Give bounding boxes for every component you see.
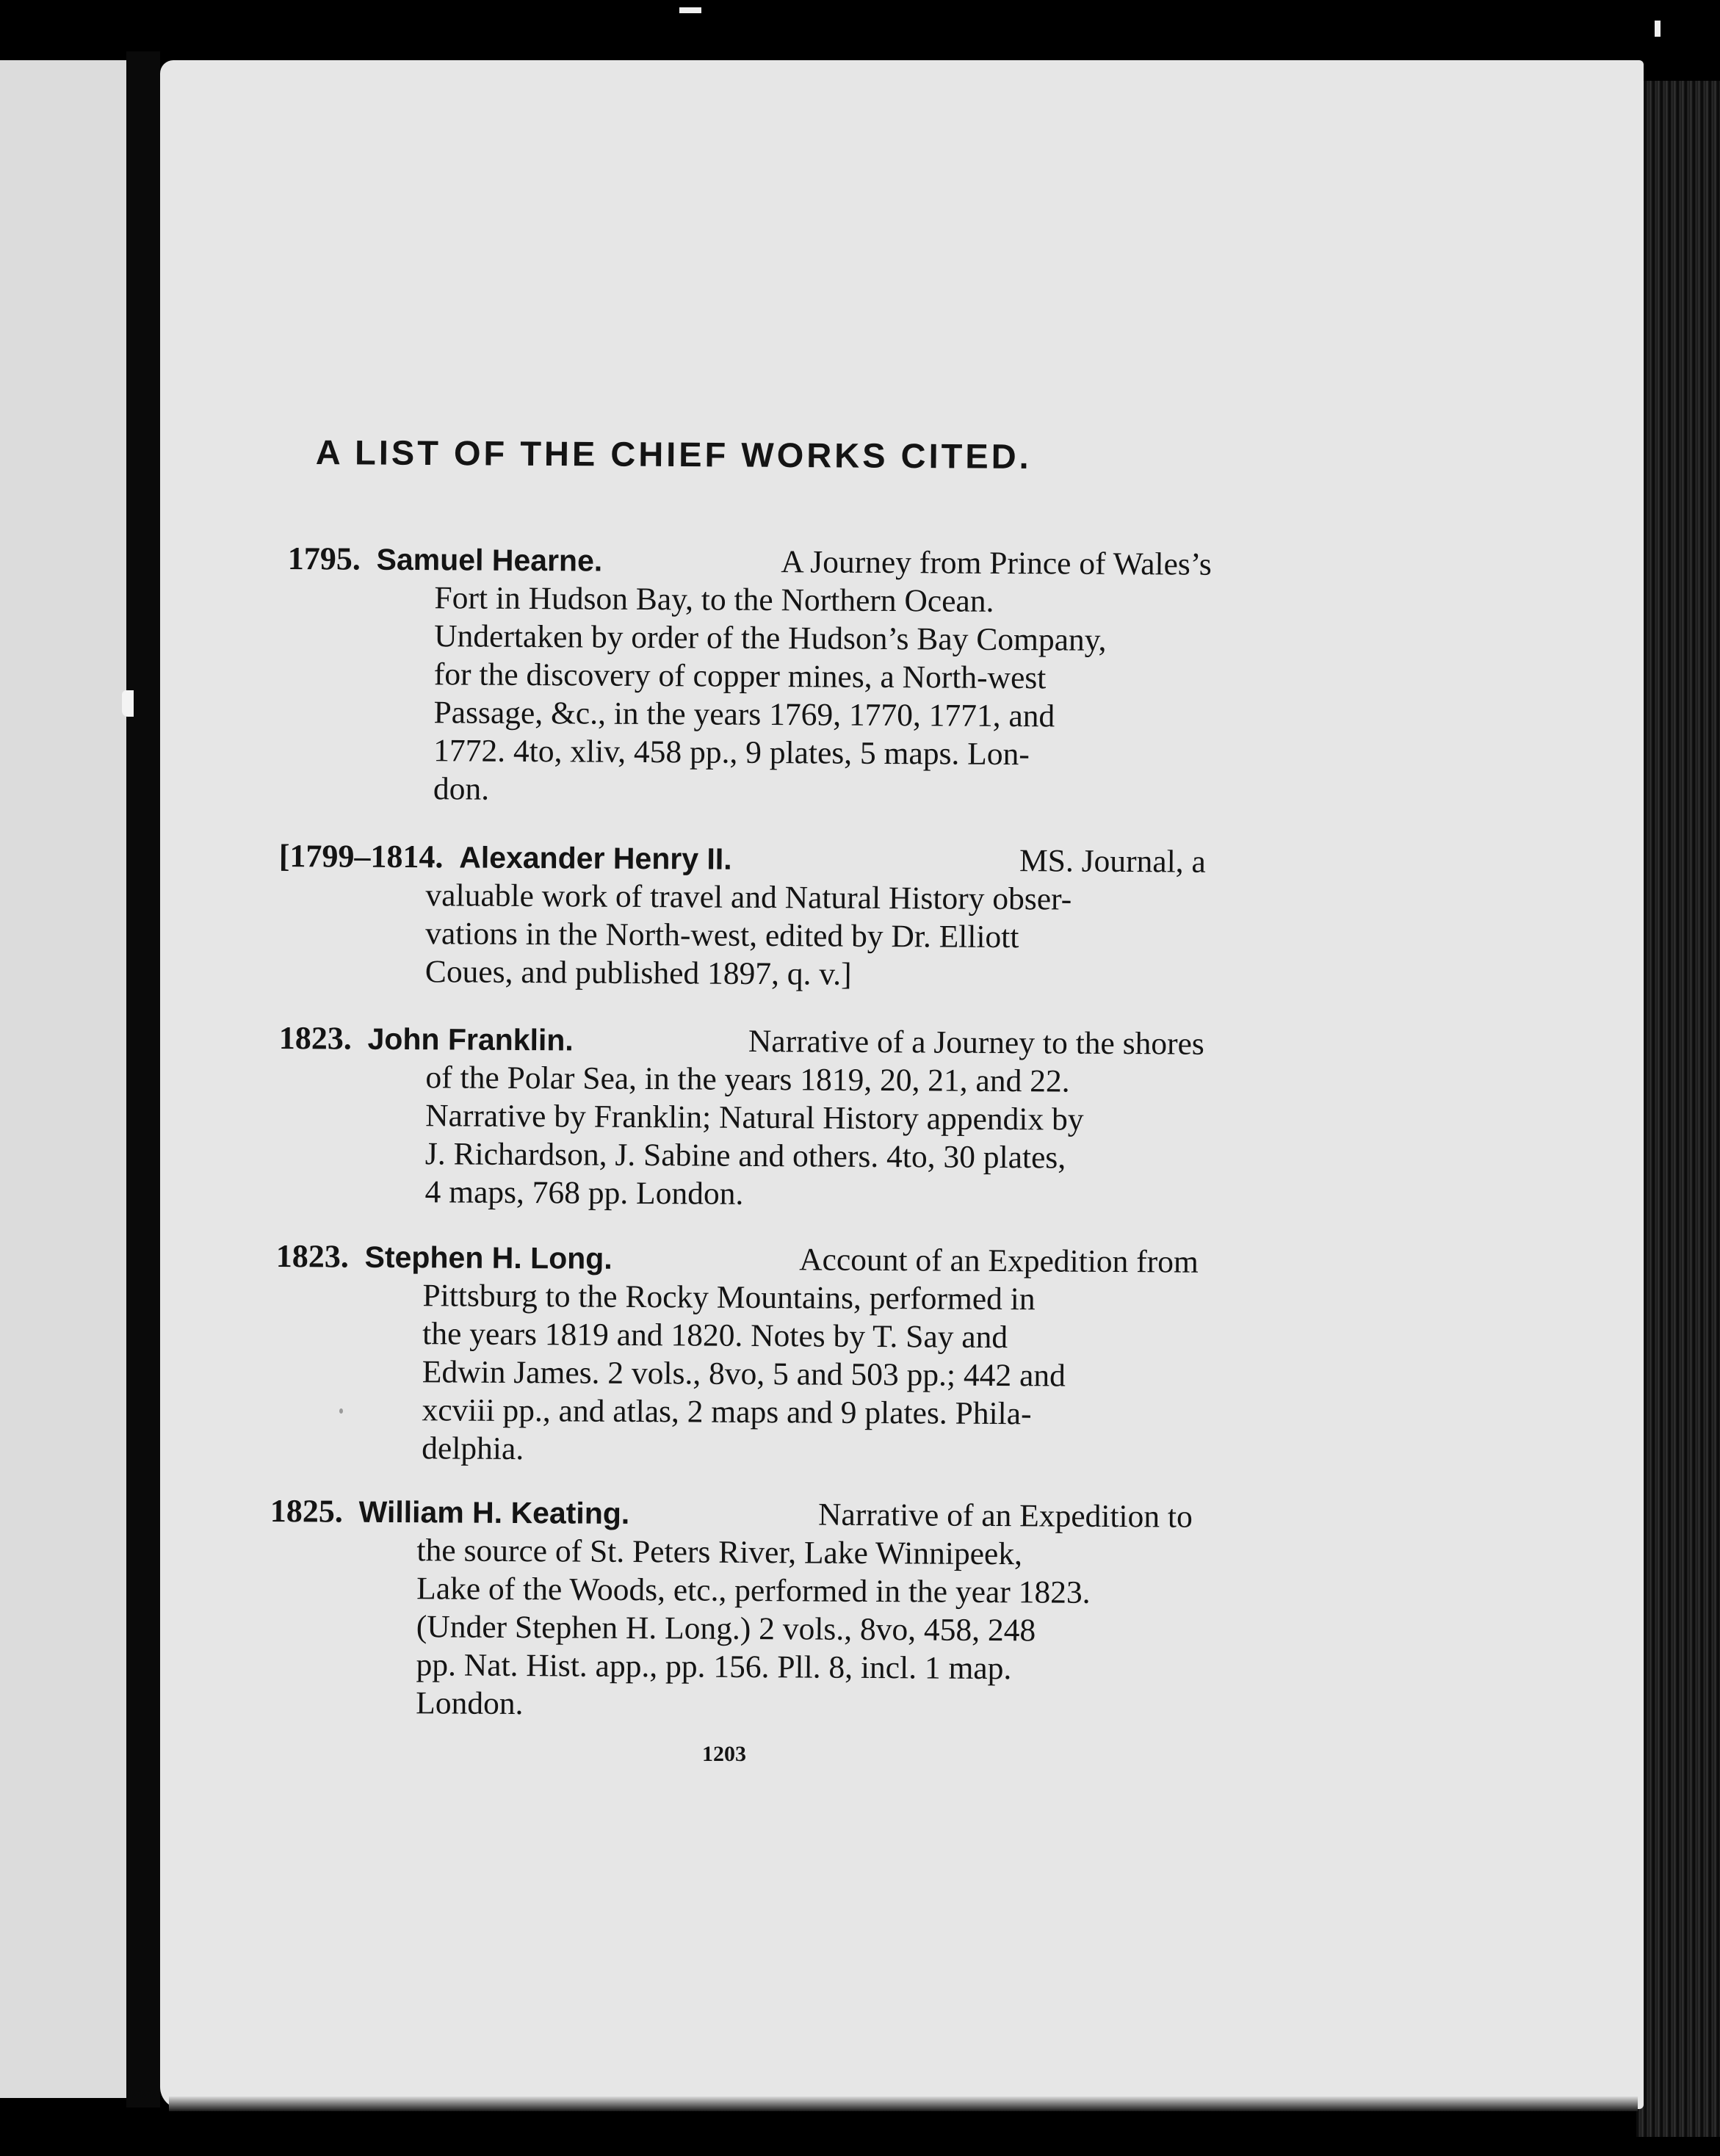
entry-line: Passage, &c., in the years 1769, 1770, 1771, and	[433, 695, 1055, 734]
entry-line: the source of St. Peters River, Lake Winnipeek,	[416, 1533, 1023, 1572]
bibliography-entry	[278, 1019, 1204, 1216]
entry-line: Coues, and published 1897, q. v.]	[424, 954, 852, 992]
entry-line: of the Polar Sea, in the years 1819, 20, 21, and 22.	[425, 1060, 1070, 1099]
entry-year: 1823.	[278, 1020, 352, 1057]
facing-page-sliver	[0, 60, 126, 2098]
entry-line: delphia.	[422, 1430, 524, 1467]
entry-line: pp. Nat. Hist. app., pp. 156. Pll. 8, incl. 1 map.	[416, 1647, 1012, 1687]
entry-line: xcviii pp., and atlas, 2 maps and 9 plates. Phila-	[422, 1392, 1032, 1432]
bibliography-entry	[275, 1237, 1199, 1472]
entry-line: for the discovery of copper mines, a North-west	[433, 656, 1047, 696]
page-stack-edge	[1636, 81, 1720, 2137]
entry-title-start: MS. Journal, a	[1019, 843, 1206, 880]
entry-line: don.	[433, 771, 490, 807]
page-bottom-shadow	[169, 2097, 1638, 2111]
entry-year: 1825.	[270, 1493, 343, 1530]
entry-line: London.	[416, 1685, 524, 1722]
entry-title-start: Narrative of a Journey to the shores	[748, 1023, 1204, 1062]
entry-title-start: Narrative of an Expedition to	[817, 1497, 1193, 1535]
entry-author: Stephen H. Long.	[364, 1240, 613, 1276]
page-number: 1203	[702, 1742, 746, 1766]
entry-line: Undertaken by order of the Hudson’s Bay Company,	[434, 618, 1107, 658]
entry-first-line	[270, 1492, 1193, 1536]
entry-author: John Franklin.	[367, 1021, 574, 1057]
gutter-shadow	[126, 51, 160, 2108]
entry-line: 1772. 4to, xliv, 458 pp., 9 plates, 5 maps. Lon-	[433, 733, 1030, 773]
entry-line: J. Richardson, J. Sabine and others. 4to, 30 plates,	[424, 1136, 1066, 1176]
entry-first-line	[279, 837, 1206, 881]
scan-artifact-top	[679, 7, 701, 13]
entry-first-line	[279, 1019, 1204, 1063]
entry-author: Samuel Hearne.	[376, 542, 603, 578]
entry-line: Fort in Hudson Bay, to the Northern Ocean.	[434, 580, 994, 619]
entry-author: Alexander Henry II.	[459, 840, 732, 876]
entry-first-line	[276, 1237, 1199, 1281]
entry-author: William H. Keating.	[358, 1494, 630, 1530]
entry-line: Pittsburg to the Rocky Mountains, performed in	[422, 1278, 1036, 1317]
entry-line: the years 1819 and 1820. Notes by T. Say and	[422, 1316, 1008, 1356]
scan-artifact-side	[122, 690, 134, 717]
entry-year: [1799–1814.	[278, 838, 444, 875]
entry-line: valuable work of travel and Natural History obser-	[425, 878, 1072, 917]
entry-title-start: Account of an Expedition from	[799, 1242, 1199, 1280]
page-title: A LIST OF THE CHIEF WORKS CITED.	[315, 433, 1032, 476]
entry-line: 4 maps, 768 pp. London.	[424, 1174, 744, 1212]
entry-line: Lake of the Woods, etc., performed in the year 1823.	[416, 1571, 1091, 1610]
scan-artifact-corner	[1655, 21, 1661, 37]
entry-title-start: A Journey from Prince of Wales’s	[781, 544, 1212, 582]
entry-line: (Under Stephen H. Long.) 2 vols., 8vo, 458, 248	[416, 1609, 1036, 1649]
entry-year: 1823.	[275, 1238, 349, 1275]
entry-first-line	[288, 540, 1212, 584]
entry-line: Edwin James. 2 vols., 8vo, 5 and 503 pp.; 442 and	[422, 1354, 1066, 1394]
entry-line: Narrative by Franklin; Natural History appendix by	[425, 1098, 1084, 1137]
bibliography-entry	[278, 837, 1206, 996]
entry-year: 1795.	[287, 540, 361, 577]
bibliography-entry	[286, 540, 1212, 813]
bibliography-entry	[269, 1492, 1193, 1727]
entry-line: vations in the North-west, edited by Dr. Elliott	[425, 916, 1019, 955]
